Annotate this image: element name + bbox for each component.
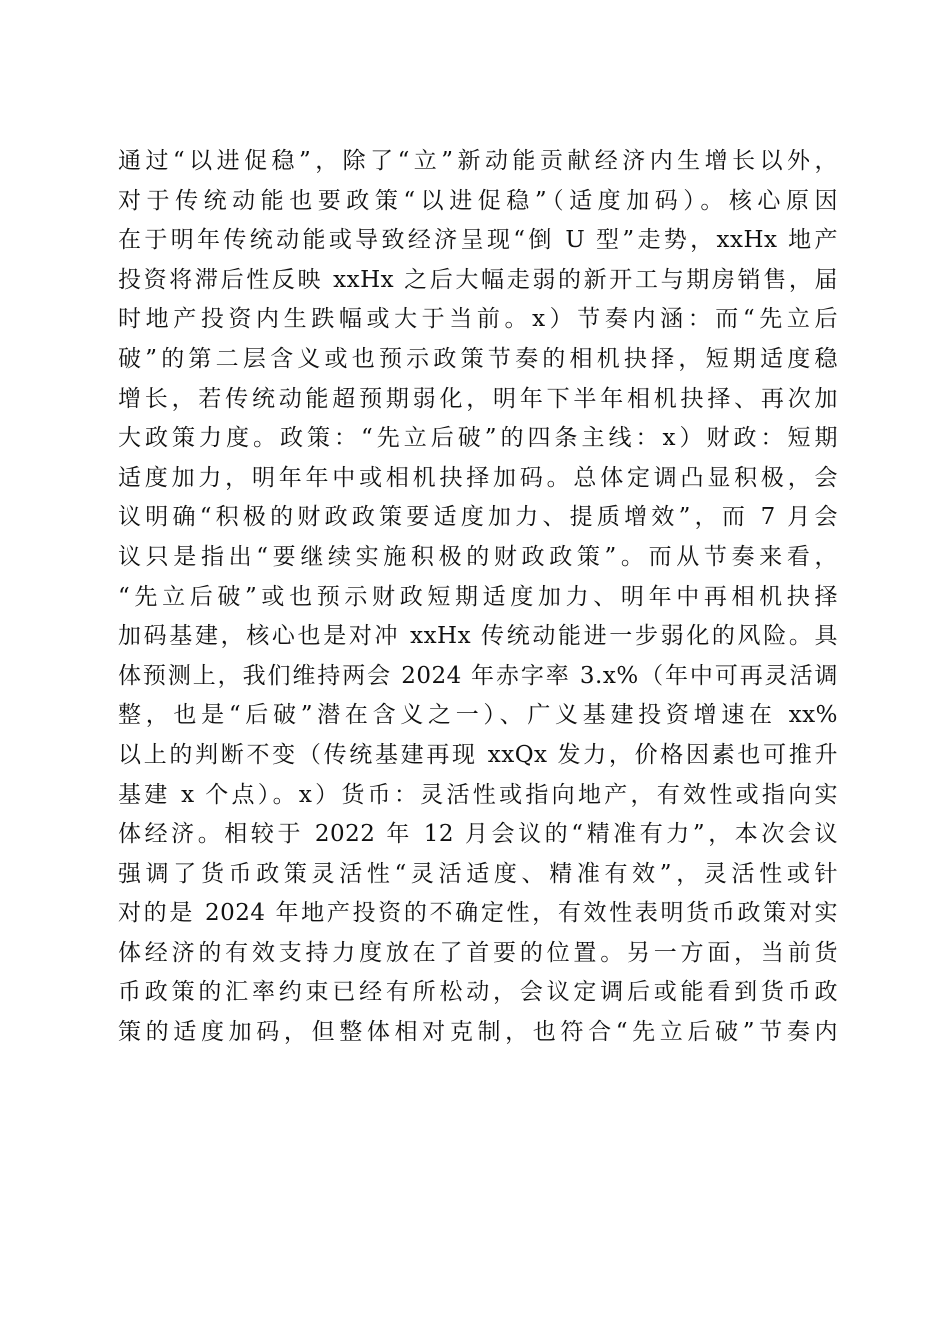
text-line-7: 增长，若传统动能超预期弱化，明年下半年相机抉择、再次加 [118, 385, 838, 412]
text-line-18: 体经济。相较于 2022 年 12 月会议的“精准有力”，本次会议 [118, 821, 838, 848]
text-line-10: 议明确“积极的财政政策要适度加力、提质增效”，而 7 月会 [118, 504, 838, 531]
text-line-9: 适度加力，明年年中或相机抉择加码。总体定调凸显积极，会 [118, 464, 838, 491]
text-line-19: 强调了货币政策灵活性“灵活适度、精准有效”，灵活性或针 [118, 860, 838, 887]
text-line-6: 破”的第二层含义或也预示政策节奏的相机抉择，短期适度稳 [118, 345, 838, 372]
text-line-5: 时地产投资内生跌幅或大于当前。x）节奏内涵：而“先立后 [118, 306, 838, 333]
text-line-11: 议只是指出“要继续实施积极的财政政策”。而从节奏来看， [118, 543, 838, 570]
text-line-22: 币政策的汇率约束已经有所松动，会议定调后或能看到货币政 [118, 979, 838, 1006]
text-line-20: 对的是 2024 年地产投资的不确定性，有效性表明货币政策对实 [118, 900, 838, 927]
text-line-17: 基建 x 个点）。x）货币：灵活性或指向地产，有效性或指向实 [118, 781, 838, 808]
text-line-13: 加码基建，核心也是对冲 xxHx 传统动能进一步弱化的风险。具 [118, 623, 838, 650]
text-line-14: 体预测上，我们维持两会 2024 年赤字率 3.x%（年中可再灵活调 [118, 662, 838, 689]
text-line-8: 大政策力度。政策：“先立后破”的四条主线：x）财政：短期 [118, 425, 838, 452]
text-line-21: 体经济的有效支持力度放在了首要的位置。另一方面，当前货 [118, 939, 838, 966]
text-line-2: 对于传统动能也要政策“以进促稳”（适度加码）。核心原因 [118, 187, 838, 214]
text-line-1: 通过“以进促稳”，除了“立”新动能贡献经济内生增长以外， [118, 148, 838, 174]
text-line-23: 策的适度加码，但整体相对克制，也符合“先立后破”节奏内 [118, 1019, 838, 1046]
text-line-15: 整，也是“后破”潜在含义之一）、广义基建投资增速在 xx% [118, 702, 838, 729]
text-line-4: 投资将滞后性反映 xxHx 之后大幅走弱的新开工与期房销售，届 [118, 266, 838, 293]
text-line-12: “先立后破”或也预示财政短期适度加力、明年中再相机抉择 [118, 583, 838, 610]
body-paragraph [118, 142, 838, 1053]
text-line-3: 在于明年传统动能或导致经济呈现“倒 U 型”走势，xxHx 地产 [118, 227, 838, 254]
text-line-16: 以上的判断不变（传统基建再现 xxQx 发力，价格因素也可推升 [118, 741, 838, 768]
